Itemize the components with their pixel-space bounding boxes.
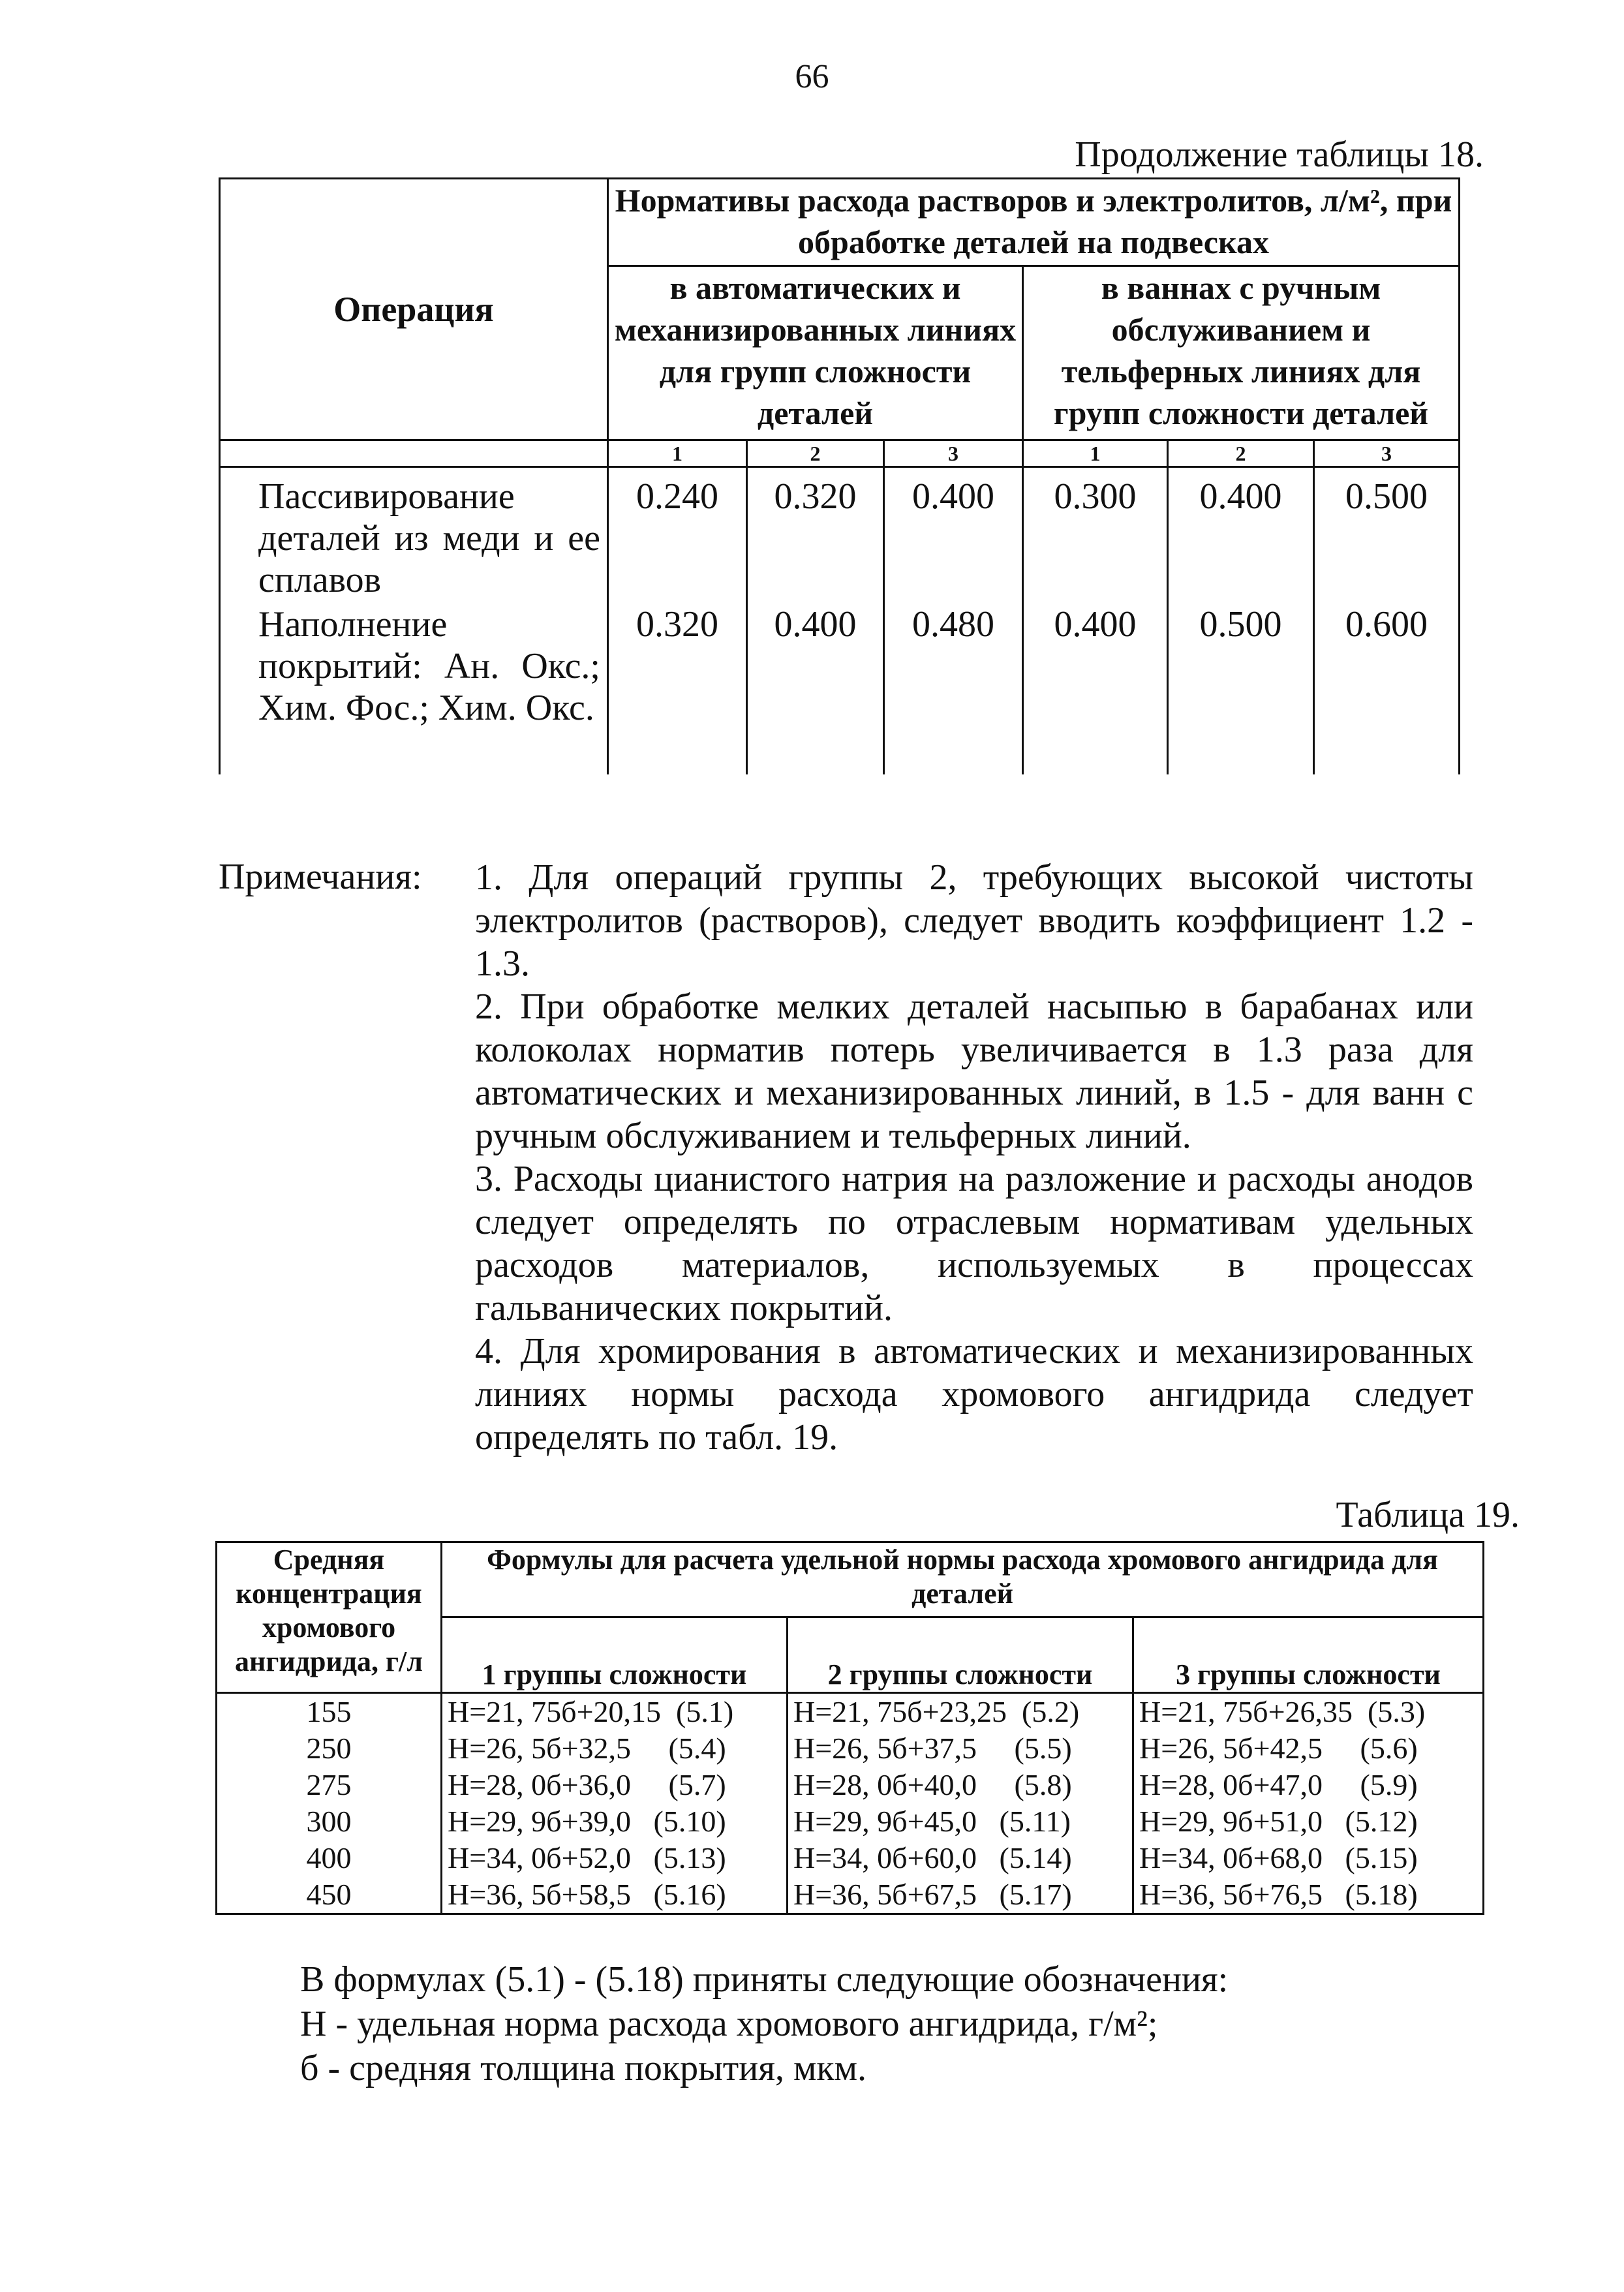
table-cell: 0.400 (747, 604, 884, 774)
header-col-number: 3 (1314, 440, 1460, 467)
table-19 (215, 1541, 1484, 1915)
table-cell: 0.400 (1023, 604, 1168, 774)
formula-cell: Н=36, 5б+67,5 (5.17) (788, 1876, 1133, 1914)
legend-line: б - средняя толщина покрытия, мкм. (300, 2048, 867, 2088)
legend-line: Н - удельная норма расхода хромового ангидрида, г/м²; (300, 2004, 1158, 2044)
table-cell: 0.400 (1168, 467, 1314, 604)
formula-cell: Н=21, 75б+26,35 (5.3) (1133, 1693, 1484, 1731)
table-cell: 0.300 (1023, 467, 1168, 604)
concentration-cell: 250 (217, 1730, 442, 1767)
formula-cell: Н=29, 9б+39,0 (5.10) (442, 1803, 788, 1840)
row-name: Наполнение покрытий: Ан. Окс.; Хим. Фос.; Хим. Окс. (220, 604, 608, 774)
table-cell: 0.480 (884, 604, 1023, 774)
formula-cell: Н=29, 9б+45,0 (5.11) (788, 1803, 1133, 1840)
formula-cell: Н=36, 5б+76,5 (5.18) (1133, 1876, 1484, 1914)
concentration-cell: 300 (217, 1803, 442, 1840)
table-18 (219, 177, 1460, 774)
formula-cell: Н=28, 0б+36,0 (5.7) (442, 1767, 788, 1803)
concentration-cell: 155 (217, 1693, 442, 1731)
table-cell: 0.500 (1314, 467, 1460, 604)
notes-label: Примечания: (219, 857, 422, 897)
legend-line: В формулах (5.1) - (5.18) приняты следующие обозначения: (300, 1959, 1229, 2000)
header-number-empty (220, 440, 608, 467)
header-concentration: Средняя концентрация хромового ангидрида, г/л (217, 1542, 442, 1693)
formula-cell: Н=28, 0б+40,0 (5.8) (788, 1767, 1133, 1803)
table-cell: 0.240 (608, 467, 747, 604)
formula-cell: Н=29, 9б+51,0 (5.12) (1133, 1803, 1484, 1840)
note-item: 4. Для хромирования в автоматических и механизированных линиях нормы расхода хромового ангидрида следует определять по табл. 19. (475, 1331, 1473, 1458)
formula-cell: Н=34, 0б+52,0 (5.13) (442, 1840, 788, 1876)
formula-cell: Н=21, 75б+20,15 (5.1) (442, 1693, 788, 1731)
formula-cell: Н=34, 0б+68,0 (5.15) (1133, 1840, 1484, 1876)
formula-cell: Н=26, 5б+42,5 (5.6) (1133, 1730, 1484, 1767)
note-item: 2. При обработке мелких деталей насыпью в барабанах или колоколах норматив потерь увеличивается в 1.3 раза для автоматических и механизированных линий, в 1.5 - для ванн с ручным обслуживанием и тельферных линий. (475, 986, 1473, 1156)
header-group: 3 группы сложности (1133, 1617, 1484, 1693)
header-col-number: 1 (1023, 440, 1168, 467)
table-cell: 0.320 (608, 604, 747, 774)
header-norms: Нормативы расхода растворов и электролитов, л/м², при обработке деталей на подвесках (608, 179, 1460, 266)
note-item: 3. Расходы цианистого натрия на разложение и расходы анодов следует определять по отраслевым нормативам удельных расходов материалов, используемых в процессах гальванических покрытий. (475, 1159, 1473, 1328)
table-cell: 0.400 (884, 467, 1023, 604)
table-cell: 0.320 (747, 467, 884, 604)
formula-cell: Н=21, 75б+23,25 (5.2) (788, 1693, 1133, 1731)
concentration-cell: 400 (217, 1840, 442, 1876)
notes-list (475, 856, 1473, 1459)
header-group: 2 группы сложности (788, 1617, 1133, 1693)
header-auto-lines: в автоматических и механизированных линиях для групп сложности деталей (608, 266, 1023, 440)
page-number: 66 (795, 58, 829, 95)
header-group: 1 группы сложности (442, 1617, 788, 1693)
table-cell: 0.500 (1168, 604, 1314, 774)
header-col-number: 1 (608, 440, 747, 467)
header-operation: Операция (220, 179, 608, 440)
header-manual-baths: в ваннах с ручным обслуживанием и тельферных линиях для групп сложности деталей (1023, 266, 1460, 440)
table-continuation-label: Продолжение таблицы 18. (1075, 134, 1484, 175)
row-name: Пассивирование деталей из меди и ее сплавов (220, 467, 608, 604)
header-col-number: 3 (884, 440, 1023, 467)
formula-cell: Н=26, 5б+37,5 (5.5) (788, 1730, 1133, 1767)
note-item: 1. Для операций группы 2, требующих высокой чистоты электролитов (растворов), следует вводить коэффициент 1.2 - 1.3. (475, 857, 1473, 984)
formula-cell: Н=26, 5б+32,5 (5.4) (442, 1730, 788, 1767)
header-formulas: Формулы для расчета удельной нормы расхода хромового ангидрида для деталей (442, 1542, 1484, 1617)
concentration-cell: 450 (217, 1876, 442, 1914)
formula-legend (300, 1957, 1228, 2090)
header-col-number: 2 (1168, 440, 1314, 467)
header-col-number: 2 (747, 440, 884, 467)
formula-cell: Н=28, 0б+47,0 (5.9) (1133, 1767, 1484, 1803)
formula-cell: Н=36, 5б+58,5 (5.16) (442, 1876, 788, 1914)
formula-cell: Н=34, 0б+60,0 (5.14) (788, 1840, 1133, 1876)
table-cell: 0.600 (1314, 604, 1460, 774)
concentration-cell: 275 (217, 1767, 442, 1803)
table-19-caption: Таблица 19. (1336, 1495, 1520, 1535)
